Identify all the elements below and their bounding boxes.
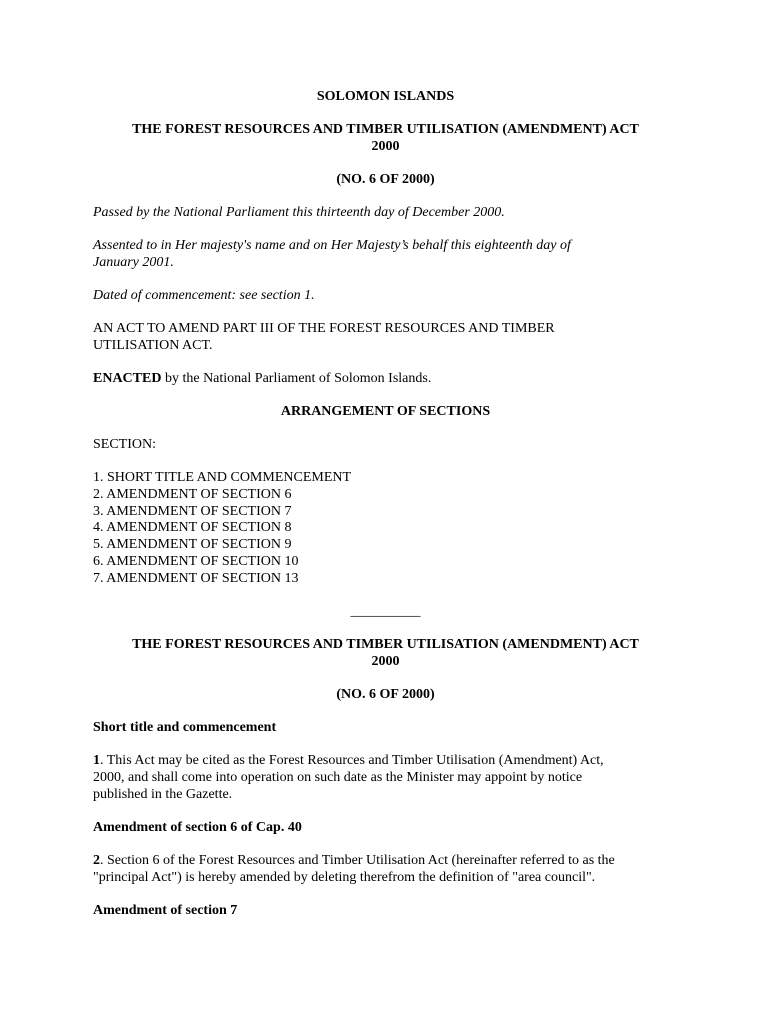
- section-2-line2: "principal Act") is hereby amended by deleting therefrom the definition of "area council".: [93, 869, 596, 885]
- arrangement-heading: ARRANGEMENT OF SECTIONS: [280, 404, 491, 419]
- heading-amend-s7: Amendment of section 7: [93, 902, 238, 918]
- assented-line2: January 2001.: [93, 255, 174, 270]
- list-item: 7. AMENDMENT OF SECTION 13: [93, 570, 299, 586]
- section-label: SECTION:: [93, 437, 156, 452]
- section-1-number: 1: [93, 752, 100, 768]
- commencement-statement: Dated of commencement: see section 1.: [93, 288, 315, 303]
- heading-amend-s6: Amendment of section 6 of Cap. 40: [93, 819, 302, 835]
- act-title-line2: 2000: [371, 139, 400, 154]
- heading-short-title: Short title and commencement: [93, 719, 277, 735]
- act-title2-line1: THE FOREST RESOURCES AND TIMBER UTILISATION (AMENDMENT) ACT: [132, 636, 639, 652]
- section-2-number: 2: [93, 852, 100, 868]
- enacted-rest: by the National Parliament of Solomon Islands.: [161, 371, 432, 386]
- long-title-line2: UTILISATION ACT.: [93, 338, 213, 353]
- passed-statement: Passed by the National Parliament this thirteenth day of December 2000.: [93, 205, 505, 220]
- list-item: 3. AMENDMENT OF SECTION 7: [93, 503, 292, 519]
- section-1-line3: published in the Gazette.: [93, 786, 233, 802]
- list-item: 4. AMENDMENT OF SECTION 8: [93, 520, 292, 536]
- enacting-clause: [93, 370, 678, 387]
- assented-line1: Assented to in Her majesty's name and on Her Majesty’s behalf this eighteenth day of: [93, 238, 571, 253]
- long-title-line1: AN ACT TO AMEND PART III OF THE FOREST RESOURCES AND TIMBER: [93, 321, 555, 336]
- section-1-line2: 2000, and shall come into operation on such date as the Minister may appoint by notice: [93, 769, 583, 785]
- act-number: (NO. 6 OF 2000): [336, 172, 435, 187]
- separator-line: __________: [350, 603, 421, 619]
- document-page: [93, 88, 678, 919]
- enacted-bold: ENACTED: [93, 371, 162, 386]
- list-item: 1. SHORT TITLE AND COMMENCEMENT: [93, 470, 352, 485]
- section-1-text: . This Act may be cited as the Forest Resources and Timber Utilisation (Amendment) Act,: [100, 752, 604, 768]
- act-title2-line2: 2000: [371, 653, 400, 669]
- country-heading: SOLOMON ISLANDS: [316, 89, 455, 104]
- act-title-line1: THE FOREST RESOURCES AND TIMBER UTILISATION (AMENDMENT) ACT: [132, 122, 639, 137]
- list-item: 6. AMENDMENT OF SECTION 10: [93, 553, 299, 569]
- act-number-2: (NO. 6 OF 2000): [336, 686, 435, 702]
- list-item: 2. AMENDMENT OF SECTION 6: [93, 486, 292, 502]
- section-1-line1: [93, 752, 678, 769]
- sections-list: [93, 469, 678, 587]
- list-item: 5. AMENDMENT OF SECTION 9: [93, 537, 292, 553]
- section-2-text: . Section 6 of the Forest Resources and Timber Utilisation Act (hereinafter referred to as the: [100, 852, 615, 868]
- section-2-line1: [93, 852, 678, 869]
